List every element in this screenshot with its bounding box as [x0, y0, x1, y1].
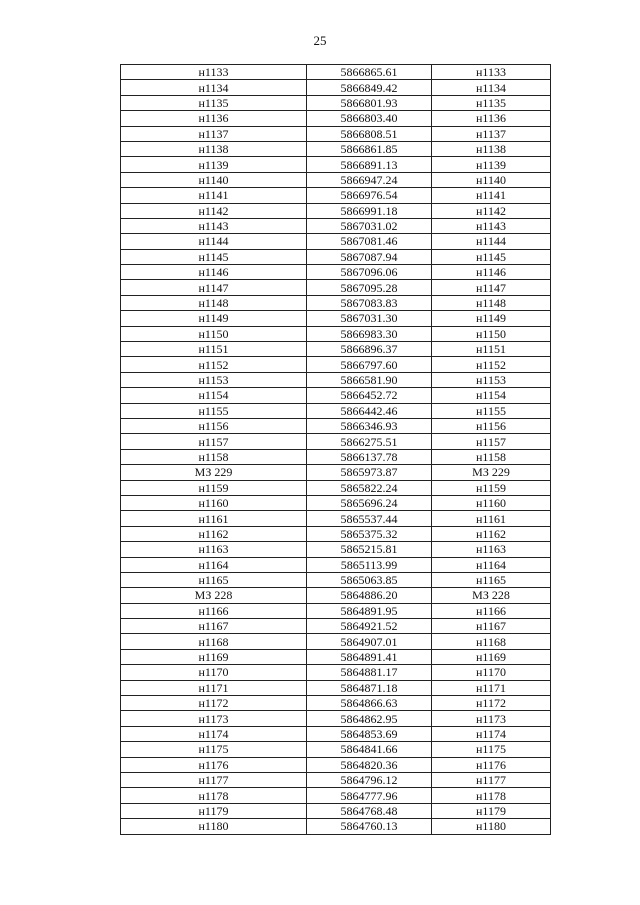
point-id-repeat-cell: н1133 [432, 65, 551, 80]
point-id-cell: н1137 [121, 126, 307, 141]
coordinate-cell: 5864907.01 [307, 634, 432, 649]
point-id-repeat-cell: н1148 [432, 295, 551, 310]
coordinate-cell: 5867095.28 [307, 280, 432, 295]
table-row [121, 157, 551, 172]
table-row [121, 111, 551, 126]
table-row [121, 203, 551, 218]
point-id-cell: н1171 [121, 680, 307, 695]
table-row [121, 126, 551, 141]
point-id-cell: МЗ 228 [121, 588, 307, 603]
coordinate-cell: 5864881.17 [307, 665, 432, 680]
point-id-cell: н1138 [121, 141, 307, 156]
table-row [121, 680, 551, 695]
point-id-cell: н1178 [121, 788, 307, 803]
table-row [121, 434, 551, 449]
point-id-cell: н1133 [121, 65, 307, 80]
point-id-repeat-cell: н1168 [432, 634, 551, 649]
coordinate-cell: 5866808.51 [307, 126, 432, 141]
point-id-repeat-cell: н1162 [432, 526, 551, 541]
table-row [121, 603, 551, 618]
table-row [121, 295, 551, 310]
table-row [121, 280, 551, 295]
table-row [121, 388, 551, 403]
point-id-repeat-cell: н1165 [432, 572, 551, 587]
table-row [121, 449, 551, 464]
point-id-cell: н1161 [121, 511, 307, 526]
point-id-cell: н1160 [121, 495, 307, 510]
point-id-repeat-cell: н1156 [432, 418, 551, 433]
coordinate-cell: 5866861.85 [307, 141, 432, 156]
point-id-cell: н1169 [121, 649, 307, 664]
point-id-repeat-cell: н1167 [432, 619, 551, 634]
point-id-repeat-cell: н1175 [432, 742, 551, 757]
point-id-repeat-cell: н1152 [432, 357, 551, 372]
point-id-repeat-cell: н1178 [432, 788, 551, 803]
point-id-cell: н1147 [121, 280, 307, 295]
table-row [121, 465, 551, 480]
point-id-repeat-cell: н1169 [432, 649, 551, 664]
table-row [121, 480, 551, 495]
coordinate-cell: 5866801.93 [307, 95, 432, 110]
table-row [121, 757, 551, 772]
table-row [121, 634, 551, 649]
point-id-cell: н1173 [121, 711, 307, 726]
coordinate-cell: 5864921.52 [307, 619, 432, 634]
coordinate-cell: 5866346.93 [307, 418, 432, 433]
table-row [121, 696, 551, 711]
table-row [121, 234, 551, 249]
point-id-cell: н1157 [121, 434, 307, 449]
coordinate-cell: 5866849.42 [307, 80, 432, 95]
point-id-cell: н1179 [121, 803, 307, 818]
point-id-cell: н1172 [121, 696, 307, 711]
coordinate-cell: 5866991.18 [307, 203, 432, 218]
point-id-repeat-cell: н1143 [432, 218, 551, 233]
coordinate-cell: 5866452.72 [307, 388, 432, 403]
table-row [121, 311, 551, 326]
point-id-repeat-cell: н1135 [432, 95, 551, 110]
point-id-repeat-cell: МЗ 229 [432, 465, 551, 480]
coordinate-cell: 5865537.44 [307, 511, 432, 526]
table-row [121, 372, 551, 387]
point-id-cell: н1175 [121, 742, 307, 757]
coordinate-cell: 5867083.83 [307, 295, 432, 310]
point-id-cell: н1146 [121, 265, 307, 280]
point-id-cell: н1140 [121, 172, 307, 187]
table-row [121, 65, 551, 80]
point-id-cell: н1165 [121, 572, 307, 587]
table-row [121, 619, 551, 634]
point-id-repeat-cell: н1140 [432, 172, 551, 187]
point-id-cell: н1142 [121, 203, 307, 218]
table-row [121, 495, 551, 510]
table-row [121, 742, 551, 757]
table-row [121, 357, 551, 372]
table-row [121, 342, 551, 357]
table-row [121, 819, 551, 834]
table-row [121, 218, 551, 233]
coordinate-cell: 5866891.13 [307, 157, 432, 172]
table-row [121, 711, 551, 726]
coordinate-cell: 5866865.61 [307, 65, 432, 80]
point-id-cell: н1136 [121, 111, 307, 126]
point-id-repeat-cell: н1151 [432, 342, 551, 357]
point-id-cell: н1141 [121, 188, 307, 203]
point-id-cell: н1176 [121, 757, 307, 772]
point-id-repeat-cell: н1134 [432, 80, 551, 95]
point-id-cell: н1159 [121, 480, 307, 495]
point-id-repeat-cell: МЗ 228 [432, 588, 551, 603]
point-id-repeat-cell: н1154 [432, 388, 551, 403]
table-row [121, 788, 551, 803]
point-id-repeat-cell: н1159 [432, 480, 551, 495]
coordinate-cell: 5867096.06 [307, 265, 432, 280]
table-row [121, 588, 551, 603]
point-id-cell: МЗ 229 [121, 465, 307, 480]
coordinate-cell: 5864891.41 [307, 649, 432, 664]
point-id-repeat-cell: н1150 [432, 326, 551, 341]
table-row [121, 249, 551, 264]
table-row [121, 726, 551, 741]
coordinate-cell: 5864853.69 [307, 726, 432, 741]
point-id-repeat-cell: н1177 [432, 772, 551, 787]
point-id-cell: н1168 [121, 634, 307, 649]
coordinate-cell: 5865375.32 [307, 526, 432, 541]
table-row [121, 803, 551, 818]
point-id-repeat-cell: н1158 [432, 449, 551, 464]
coordinates-table [120, 64, 551, 835]
table-row [121, 511, 551, 526]
coordinate-cell: 5864862.95 [307, 711, 432, 726]
coordinate-cell: 5867087.94 [307, 249, 432, 264]
point-id-repeat-cell: н1176 [432, 757, 551, 772]
coordinate-cell: 5866797.60 [307, 357, 432, 372]
coordinate-cell: 5866976.54 [307, 188, 432, 203]
table-row [121, 265, 551, 280]
coordinate-cell: 5865973.87 [307, 465, 432, 480]
coordinate-cell: 5864777.96 [307, 788, 432, 803]
point-id-cell: н1135 [121, 95, 307, 110]
coordinate-cell: 5866581.90 [307, 372, 432, 387]
point-id-cell: н1149 [121, 311, 307, 326]
point-id-repeat-cell: н1172 [432, 696, 551, 711]
point-id-repeat-cell: н1157 [432, 434, 551, 449]
table-body [121, 65, 551, 835]
table-row [121, 557, 551, 572]
point-id-repeat-cell: н1171 [432, 680, 551, 695]
coordinate-cell: 5866803.40 [307, 111, 432, 126]
point-id-cell: н1158 [121, 449, 307, 464]
coordinate-cell: 5867031.02 [307, 218, 432, 233]
point-id-repeat-cell: н1174 [432, 726, 551, 741]
point-id-repeat-cell: н1173 [432, 711, 551, 726]
point-id-cell: н1164 [121, 557, 307, 572]
coordinate-cell: 5866442.46 [307, 403, 432, 418]
point-id-repeat-cell: н1141 [432, 188, 551, 203]
table-row [121, 95, 551, 110]
table-row [121, 542, 551, 557]
point-id-repeat-cell: н1161 [432, 511, 551, 526]
point-id-cell: н1170 [121, 665, 307, 680]
point-id-cell: н1155 [121, 403, 307, 418]
coordinate-cell: 5864760.13 [307, 819, 432, 834]
coordinate-cell: 5864891.95 [307, 603, 432, 618]
table-row [121, 403, 551, 418]
point-id-repeat-cell: н1136 [432, 111, 551, 126]
point-id-repeat-cell: н1180 [432, 819, 551, 834]
point-id-repeat-cell: н1142 [432, 203, 551, 218]
table-row [121, 418, 551, 433]
point-id-cell: н1152 [121, 357, 307, 372]
coordinate-cell: 5864841.66 [307, 742, 432, 757]
table-row [121, 649, 551, 664]
coordinate-cell: 5865113.99 [307, 557, 432, 572]
coordinate-cell: 5864886.20 [307, 588, 432, 603]
point-id-cell: н1150 [121, 326, 307, 341]
coordinate-cell: 5864871.18 [307, 680, 432, 695]
table-row [121, 326, 551, 341]
point-id-cell: н1177 [121, 772, 307, 787]
page-number: 25 [313, 33, 327, 48]
point-id-repeat-cell: н1163 [432, 542, 551, 557]
point-id-cell: н1162 [121, 526, 307, 541]
coordinate-cell: 5866137.78 [307, 449, 432, 464]
coordinate-cell: 5866275.51 [307, 434, 432, 449]
table-row [121, 526, 551, 541]
point-id-repeat-cell: н1170 [432, 665, 551, 680]
point-id-cell: н1166 [121, 603, 307, 618]
coordinate-cell: 5865215.81 [307, 542, 432, 557]
point-id-cell: н1174 [121, 726, 307, 741]
table-row [121, 188, 551, 203]
point-id-repeat-cell: н1137 [432, 126, 551, 141]
table-row [121, 572, 551, 587]
table-row [121, 141, 551, 156]
point-id-repeat-cell: н1160 [432, 495, 551, 510]
point-id-cell: н1153 [121, 372, 307, 387]
point-id-repeat-cell: н1147 [432, 280, 551, 295]
point-id-cell: н1134 [121, 80, 307, 95]
coordinate-cell: 5864866.63 [307, 696, 432, 711]
table-row [121, 772, 551, 787]
point-id-repeat-cell: н1149 [432, 311, 551, 326]
coordinate-cell: 5866983.30 [307, 326, 432, 341]
table-row [121, 172, 551, 187]
point-id-cell: н1143 [121, 218, 307, 233]
coordinate-cell: 5867031.30 [307, 311, 432, 326]
point-id-repeat-cell: н1138 [432, 141, 551, 156]
point-id-cell: н1144 [121, 234, 307, 249]
table-row [121, 665, 551, 680]
coordinate-cell: 5866896.37 [307, 342, 432, 357]
coordinate-cell: 5864768.48 [307, 803, 432, 818]
coordinate-cell: 5864820.36 [307, 757, 432, 772]
point-id-repeat-cell: н1139 [432, 157, 551, 172]
coordinate-cell: 5867081.46 [307, 234, 432, 249]
point-id-repeat-cell: н1179 [432, 803, 551, 818]
point-id-cell: н1145 [121, 249, 307, 264]
point-id-cell: н1180 [121, 819, 307, 834]
point-id-repeat-cell: н1153 [432, 372, 551, 387]
table-row [121, 80, 551, 95]
point-id-cell: н1148 [121, 295, 307, 310]
point-id-cell: н1156 [121, 418, 307, 433]
point-id-repeat-cell: н1166 [432, 603, 551, 618]
point-id-repeat-cell: н1145 [432, 249, 551, 264]
coordinate-cell: 5864796.12 [307, 772, 432, 787]
point-id-repeat-cell: н1155 [432, 403, 551, 418]
point-id-cell: н1154 [121, 388, 307, 403]
point-id-repeat-cell: н1146 [432, 265, 551, 280]
point-id-cell: н1139 [121, 157, 307, 172]
coordinate-cell: 5865822.24 [307, 480, 432, 495]
point-id-cell: н1167 [121, 619, 307, 634]
coordinate-cell: 5865696.24 [307, 495, 432, 510]
coordinate-cell: 5865063.85 [307, 572, 432, 587]
point-id-repeat-cell: н1144 [432, 234, 551, 249]
point-id-cell: н1151 [121, 342, 307, 357]
coordinate-cell: 5866947.24 [307, 172, 432, 187]
point-id-cell: н1163 [121, 542, 307, 557]
point-id-repeat-cell: н1164 [432, 557, 551, 572]
